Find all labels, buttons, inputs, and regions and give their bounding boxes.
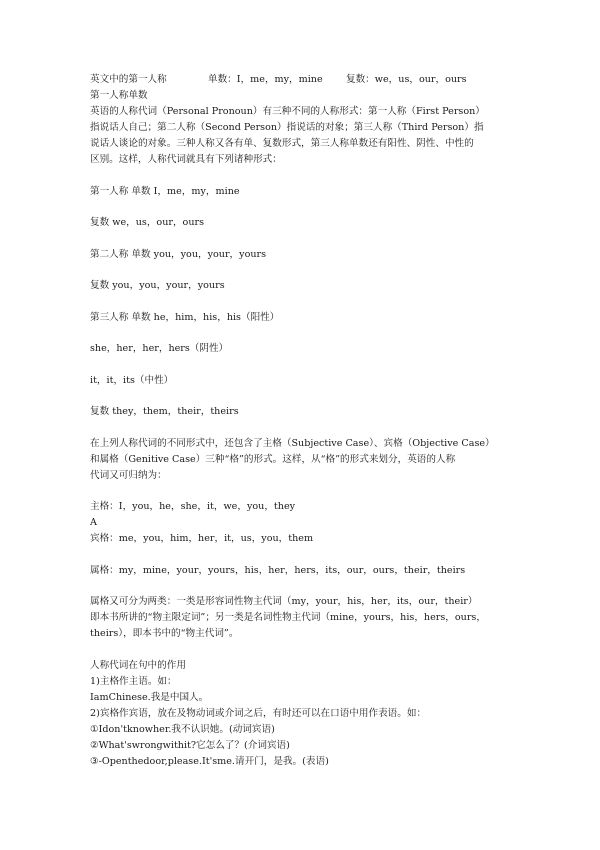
form-second-plural: 复数 you，you，your，yours: [90, 280, 225, 291]
form-first-plural: 复数 we，us，our，ours: [90, 217, 205, 228]
genitive-types-line: 属格又可分为两类：一类是形容词性物主代词（my，your，his，her，its，our，their）: [90, 596, 478, 607]
title-line: [90, 72, 515, 88]
form-third-feminine: she，her，her，hers（阴性）: [90, 343, 229, 354]
form-third-plural: 复数 they，them，their，theirs: [90, 406, 239, 417]
usage-item-1: 1)主格作主语。如：: [90, 675, 177, 687]
singular-forms: 单数：I，me，my，mine: [208, 74, 323, 85]
usage-example-c: ③-Openthedoor,please.It'sme.请开门，是我。(表语): [90, 755, 329, 767]
form-third-masculine: 第三人称 单数 he，him，his，his（阳性）: [90, 311, 280, 323]
nominative-case: 主格：I，you，he，she，it，we，you，they: [90, 501, 296, 512]
form-first-singular: 第一人称 单数 I，me，my，mine: [90, 185, 240, 197]
intro-line: 说话人谈论的对象。三种人称又各有单、复数形式，第三人称单数还有阳性、阴性、中性的: [90, 138, 474, 149]
cases-line: 和属格（Genitive Case）三种“格”的形式。这样，从“格”的形式来划分，英语的人称: [90, 453, 456, 465]
intro-line: 英语的人称代词（Personal Pronoun）有三种不同的人称形式：第一人称（First Person）: [90, 106, 485, 117]
stray-mark: A: [90, 517, 97, 528]
cases-line: 代词又可归纳为：: [90, 469, 167, 481]
cases-line: 在上列人称代词的不同形式中，还包含了主格（Subjective Case）、宾格（Objective Case）: [90, 437, 495, 449]
genitive-types-line: 即本书所讲的“物主限定词”；另一类是名词性物主代词（mine，yours，his，hers，ours，: [90, 612, 486, 623]
objective-case: 宾格：me，you，him，her，it，us，you，them: [90, 533, 314, 544]
usage-heading: 人称代词在句中的作用: [90, 659, 186, 671]
plural-forms: 复数：we，us，our，ours: [346, 74, 467, 85]
subheading: 第一人称单数: [90, 90, 148, 101]
genitive-types-line: theirs），即本书中的“物主代词”。: [90, 628, 239, 639]
usage-item-2: 2)宾格作宾语，放在及物动词或介词之后，有时还可以在口语中用作表语。如：: [90, 707, 427, 719]
intro-line: 指说话人自己；第二人称（Second Person）指说话的对象；第三人称（Third Person）指: [90, 122, 484, 133]
intro-line: 区别。这样，人称代词就具有下列诸种形式：: [90, 154, 282, 165]
form-second-singular: 第二人称 单数 you，you，your，yours: [90, 248, 267, 260]
form-third-neuter: it，it，its（中性）: [90, 374, 174, 386]
usage-example-a: ①Idon'tknowher.我不认识她。(动词宾语): [90, 723, 275, 735]
document-title: 英文中的第一人称: [90, 74, 167, 85]
usage-example-1: IamChinese.我是中国人。: [90, 691, 209, 703]
usage-example-b: ②What'swrongwithit?它怎么了？(介词宾语): [90, 739, 290, 751]
document-page: [90, 72, 515, 770]
genitive-case: 属格：my，mine，your，yours，his，her，hers，its，our，ours，their，theirs: [90, 564, 466, 576]
